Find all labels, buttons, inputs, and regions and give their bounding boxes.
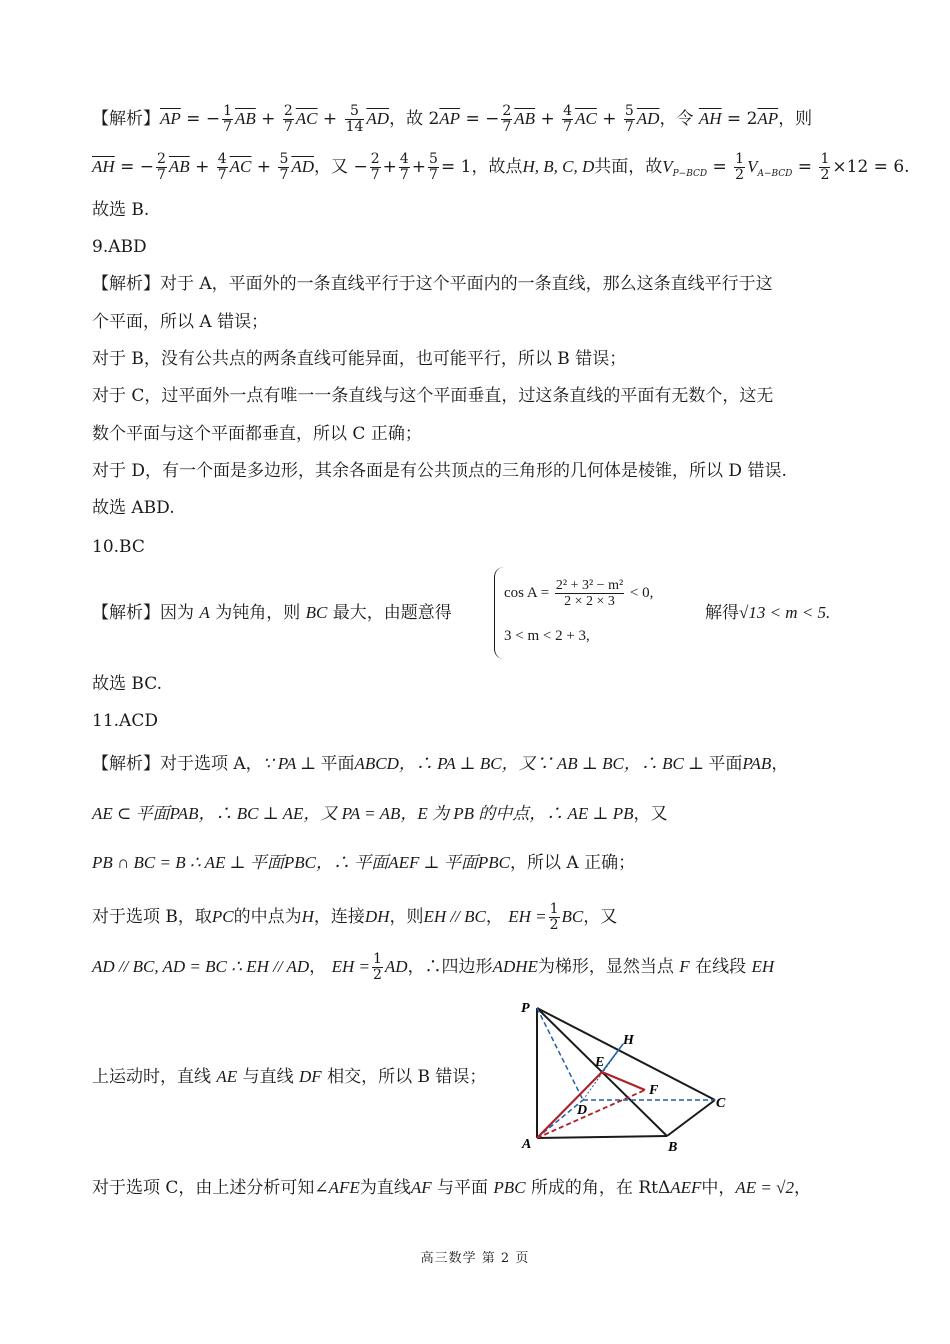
math: ∠AFE xyxy=(314,1178,360,1197)
frac: $\frac{2}{7}$ xyxy=(502,103,512,135)
frac: $\frac{1}{2}$ xyxy=(735,151,745,183)
label-a: A xyxy=(522,1137,532,1152)
math: ，∴ BC ⊥ xyxy=(623,754,709,773)
text: 最大，由题意得 xyxy=(332,603,452,623)
label-f: F xyxy=(649,1083,659,1098)
label-b: B xyxy=(668,1140,678,1155)
math: PC xyxy=(211,907,234,926)
text: 【解析】对于选项 A， xyxy=(92,754,263,774)
text: 在线段 xyxy=(695,957,747,977)
text: ， xyxy=(771,754,789,774)
text: 【解析】因为 xyxy=(92,603,194,623)
vec-ac: $\overline{AC}$ xyxy=(295,109,318,128)
math: PBC xyxy=(493,1178,526,1197)
q9-line: 对于 C，过平面外一点有唯一一条直线与这个平面垂直，过这条直线的平面有无数个，这无 xyxy=(92,386,774,406)
math: AEF xyxy=(670,1178,702,1197)
q11-line-5: AD // BC, AD = BC ∴ EH // AD， EH = $\frac{1}{2}$ AD，∴四边形ADHE为梯形，显然当点 F 在线段 EH xyxy=(92,951,775,983)
q11-line-4: 对于选项 B，取PC的中点为H，连接DH，则EH // BC， EH = $\frac{1}{2}$ BC，又 xyxy=(92,901,618,933)
text: ，故点 xyxy=(471,157,523,177)
math: DF xyxy=(299,1067,322,1086)
frac: $\frac{5}{7}$ xyxy=(429,151,438,183)
math: H xyxy=(301,907,314,926)
text: cos A = xyxy=(504,584,550,601)
q9-line: 对于 D，有一个面是多边形，其余各面是有公共顶点的三角形的几何体是棱锥，所以 D 错误. xyxy=(92,461,787,481)
q11-line-1 xyxy=(92,753,788,775)
text: ，又 xyxy=(583,907,618,927)
vec-ap: $\overline{AP}$ xyxy=(160,109,181,128)
math: EH // BC xyxy=(423,907,486,926)
text: ，所以 A 正确； xyxy=(510,853,636,873)
math: PAB xyxy=(742,754,772,773)
math: AE ⊂ 平面PAB xyxy=(92,804,199,823)
text: 解得 xyxy=(705,603,739,623)
q11-line-2 xyxy=(92,803,668,825)
math: AF xyxy=(410,1178,432,1197)
math: EH = xyxy=(508,907,547,926)
math: DH xyxy=(364,907,390,926)
math: ADHE xyxy=(492,957,538,976)
edge-af xyxy=(537,1090,645,1138)
frac: $\frac{2}{7}$ xyxy=(156,151,166,183)
text: = 1 xyxy=(440,157,472,177)
frac: $\frac{5}{7}$ xyxy=(279,151,289,183)
solution: √13 < m < 5. xyxy=(739,603,831,622)
text: 所成的角，在 RtΔ xyxy=(530,1178,671,1198)
math: AD xyxy=(384,957,408,976)
frac: $\frac{4}{7}$ xyxy=(217,151,227,183)
vec-ab2: $\overline{AB}$ xyxy=(514,109,536,128)
math: EH xyxy=(751,957,775,976)
var: A xyxy=(199,603,210,622)
solution-line-1: 【解析】$\overline{AP}$ = − $\frac{1}{7}$ $\overline{AB}$ + $\frac{2}{7}$ $\overline{AC}$ + $\frac{5}{14}$ $\overline{AD}$，故 $2\overline{AP}$ = − $\frac{2}{7}$ $\overline{AB}$ + $\frac{4}{7}$ $\overline{AC}$ + $\frac{5}{7}$ $\overline{AD}$，令 $\overline{AH} = 2\overline{AP}$，则 xyxy=(92,103,813,135)
choice-bc: 故选 BC. xyxy=(92,674,163,694)
vec-ad: $\overline{AD}$ xyxy=(366,109,390,128)
text: 平面 xyxy=(708,754,743,774)
q10-header: 10.BC xyxy=(92,537,145,557)
vec-ap3: $\overline{AP}$ xyxy=(757,109,779,128)
sub: P−BCD xyxy=(672,169,708,179)
page-footer: 高三数学 第 2 页 xyxy=(420,1251,530,1266)
q9-line: 对于 B，没有公共点的两条直线可能异面，也可能平行，所以 B 错误； xyxy=(92,349,627,369)
frac: $\frac{4}{7}$ xyxy=(399,151,409,183)
system-line-2: 3 < m < 2 + 3, xyxy=(504,628,590,644)
frac: $\frac{1}{7}$ xyxy=(223,103,232,135)
text: ，令 xyxy=(659,109,694,129)
text: ，连接 xyxy=(313,907,365,927)
label-c: C xyxy=(716,1096,726,1111)
points: H, B, C, D xyxy=(522,157,595,176)
sub: A−BCD xyxy=(757,169,793,179)
text: ，∴四边形 xyxy=(407,957,493,977)
text: 的中点为 xyxy=(233,907,302,927)
q11-line-7: 对于选项 C，由上述分析可知∠AFE为直线AF 与平面 PBC 所成的角，在 RtΔAEF中，AE = √2， xyxy=(92,1178,811,1198)
math: AE xyxy=(216,1067,238,1086)
text: ，又 xyxy=(633,804,668,824)
math: PB ∩ BC = B ∴ AE ⊥ 平面PBC xyxy=(92,853,316,872)
q9-line: 个平面，所以 A 错误； xyxy=(92,312,269,332)
math: EH = xyxy=(331,957,370,976)
text: < 0, xyxy=(629,584,654,601)
text: 相交，所以 B 错误； xyxy=(327,1067,487,1087)
frac: $\frac{4}{7}$ xyxy=(563,103,573,135)
vec-ah2: $\overline{AH}$ xyxy=(92,157,115,176)
math: ，∴ BC ⊥ AE xyxy=(198,804,304,823)
vec-ac3: $\overline{AC}$ xyxy=(229,157,252,176)
text: 对于选项 C，由上述分析可知 xyxy=(92,1178,315,1198)
label-h: H xyxy=(623,1033,634,1048)
edge-bc xyxy=(667,1100,715,1136)
frac: $\frac{\text{2² + 3² − m²}}{2 \times 2 \times 3}$ xyxy=(555,578,624,609)
text: 为直线 xyxy=(359,1178,411,1198)
choice-b: 故选 B. xyxy=(92,200,150,220)
system-line-1 xyxy=(504,578,653,609)
label-d: D xyxy=(577,1103,588,1118)
pyramid-diagram xyxy=(515,996,755,1156)
text: ×12 = 6 xyxy=(832,157,905,177)
vec-ab: $\overline{AB}$ xyxy=(235,109,256,128)
q9-header: 9.ABD xyxy=(92,237,147,257)
text: ，故 xyxy=(389,109,424,129)
text: 上运动时，直线 xyxy=(92,1067,211,1087)
math: ，E 为 PB 的中点，∴ AE ⊥ PB xyxy=(400,804,634,823)
text: 中， xyxy=(701,1178,736,1198)
text: 共面，故 xyxy=(594,157,663,177)
vec-ad2: $\overline{AD}$ xyxy=(636,109,660,128)
edge-ef xyxy=(602,1072,645,1090)
q11-line-6 xyxy=(92,1066,486,1088)
math: AE = √2 xyxy=(735,1178,794,1197)
label-e: E xyxy=(595,1055,605,1070)
math: ，又∵ AB ⊥ BC xyxy=(501,754,624,773)
math: BC xyxy=(561,907,584,926)
q11-header: 11.ACD xyxy=(92,711,158,731)
text: ，则 xyxy=(389,907,424,927)
math: ABCD xyxy=(354,754,399,773)
frac: $\frac{5}{7}$ xyxy=(624,103,634,135)
vec-ab3: $\overline{AB}$ xyxy=(168,157,190,176)
text: 平面 xyxy=(320,754,355,774)
var: BC xyxy=(305,603,328,622)
edge-pc xyxy=(537,1008,715,1100)
frac: $\frac{2}{7}$ xyxy=(283,103,293,135)
edge-pd xyxy=(537,1008,583,1100)
frac: $\frac{1}{2}$ xyxy=(820,151,830,183)
frac: $\frac{1}{2}$ xyxy=(549,901,559,933)
q9-line: 故选 ABD. xyxy=(92,498,175,518)
solution-line-2: $\overline{AH}$ = − $\frac{2}{7}$ $\overline{AB}$ + $\frac{4}{7}$ $\overline{AC}$ + $\frac{5}{7}$ $\overline{AD}$，又 − $\frac{2}{7}$ + $\frac{4}{7}$ + $\frac{5}{7}$ = 1，故点H, B, C, D共面，故$V_{P-BCD}$ = $\frac{1}{2}$ $V_{A-BCD}$ = $\frac{1}{2}$ ×12 = 6. xyxy=(92,151,910,183)
frac: $\frac{2}{7}$ xyxy=(370,151,380,183)
math: AD // BC, AD = BC ∴ EH // AD xyxy=(92,957,310,976)
math: ，∴ 平面AEF ⊥ 平面PBC xyxy=(316,853,510,872)
q9-line: 数个平面与这个平面都垂直，所以 C 正确； xyxy=(92,424,422,444)
text: 为钝角，则 xyxy=(215,603,301,623)
q10-solution xyxy=(92,602,452,624)
frac: $\frac{1}{2}$ xyxy=(372,951,382,983)
math: ∵ PA ⊥ xyxy=(262,754,321,773)
edge-ae xyxy=(537,1072,602,1138)
text: 与直线 xyxy=(242,1067,294,1087)
math: ，又 PA = AB xyxy=(303,804,401,823)
q10-result xyxy=(705,602,830,624)
math: F xyxy=(679,957,690,976)
vec-ac2: $\overline{AC}$ xyxy=(575,109,597,128)
label-p: P xyxy=(521,1001,530,1016)
frac: $\frac{5}{14}$ xyxy=(345,103,364,135)
vec-ah: $\overline{AH}$ xyxy=(698,109,722,128)
vec-ad3: $\overline{AD}$ xyxy=(291,157,315,176)
math: ，∴ PA ⊥ BC xyxy=(398,754,502,773)
edge-eh xyxy=(602,1044,623,1072)
text: ，又 xyxy=(314,157,349,177)
label: 【解析】 xyxy=(92,109,160,129)
q11-line-3 xyxy=(92,852,635,874)
edge-ab xyxy=(537,1136,667,1138)
vec-ap2: $\overline{AP}$ xyxy=(439,109,461,128)
text: 与平面 xyxy=(437,1178,489,1198)
text: ，则 xyxy=(778,109,813,129)
text: 对于选项 B，取 xyxy=(92,907,212,927)
q9-line: 【解析】对于 A，平面外的一条直线平行于这个平面内的一条直线，那么这条直线平行于这 xyxy=(92,274,773,294)
text: 为梯形，显然当点 xyxy=(537,957,674,977)
